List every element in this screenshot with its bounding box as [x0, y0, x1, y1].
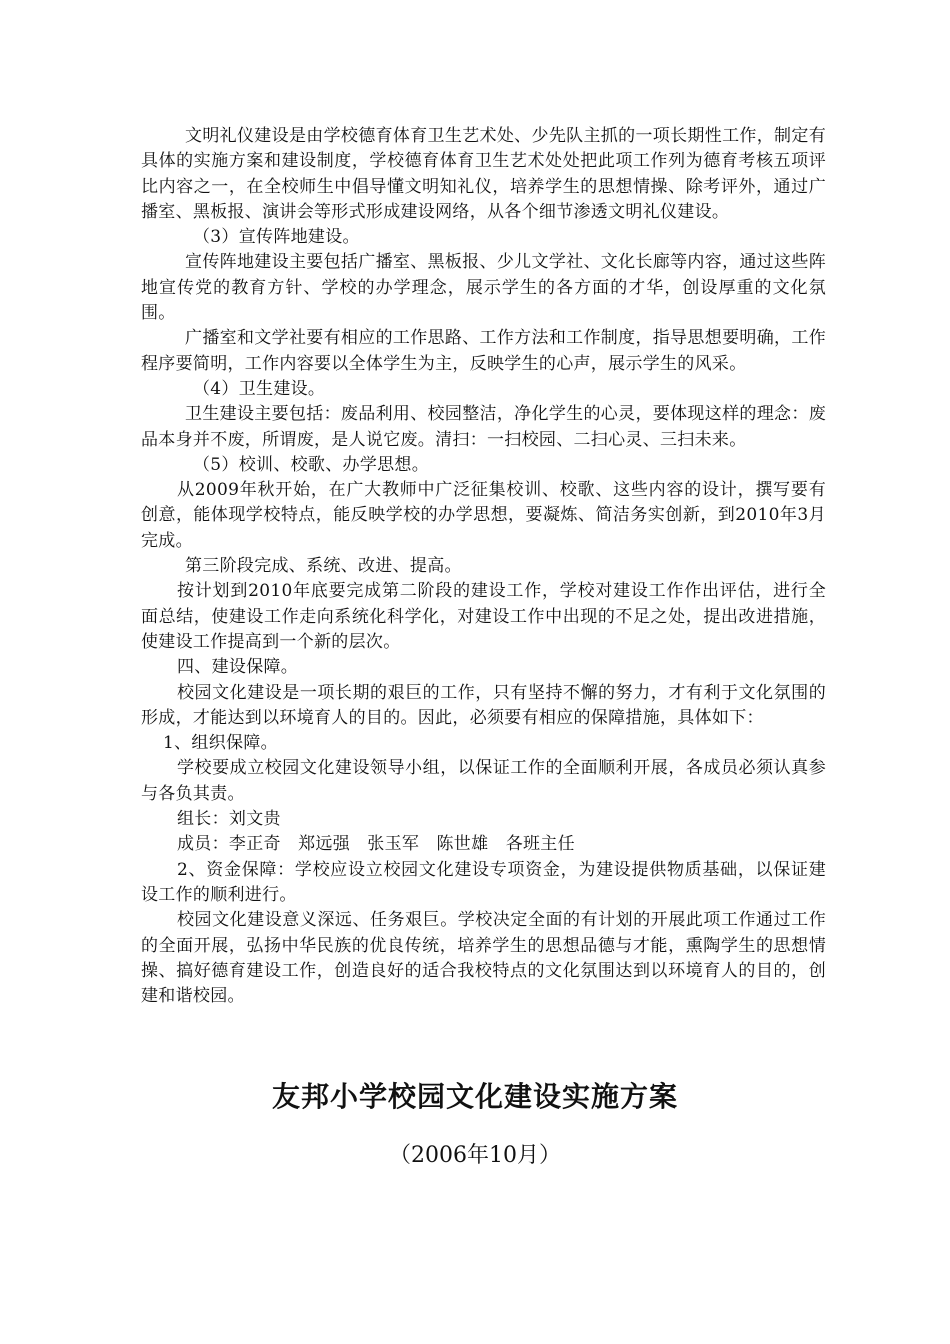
paragraph-funding: 2、资金保障：学校应设立校园文化建设专项资金，为建设提供物质基础，以保证建设工作的顺利进行。 [141, 859, 826, 905]
heading-stage-three: 第三阶段完成、系统、改进、提高。 [185, 556, 462, 577]
document-title: 友邦小学校园文化建设实施方案 [271, 1080, 678, 1113]
paragraph-guarantee: 校园文化建设是一项长期的艰巨的工作，只有坚持不懈的努力，才有利于文化氛围的形成，才能达到以环境育人的目的。因此，必须要有相应的保障措施，具体如下： [141, 682, 826, 728]
heading-guarantee: 四、建设保障。 [177, 657, 299, 678]
paragraph-broadcast: 广播室和文学社要有相应的工作思路、工作方法和工作制度，指导思想要明确，工作程序要简明，工作内容要以全体学生为主，反映学生的心声，展示学生的风采。 [141, 328, 826, 374]
document-date: （2006年10月） [389, 1143, 561, 1168]
paragraph-motto: 从2009年秋开始，在广大教师中广泛征集校训、校歌、这些内容的设计，撰写要有创意，能体现学校特点，能反映学校的办学思想，要凝炼、简洁务实创新，到2010年3月完成。 [141, 480, 826, 551]
paragraph-hygiene: 卫生建设主要包括：废品利用、校园整洁，净化学生的心灵，要体现这样的理念：废品本身并不废，所谓废，是人说它废。清扫：一扫校园、二扫心灵、三扫未来。 [141, 404, 826, 450]
paragraph-etiquette: 文明礼仪建设是由学校德育体育卫生艺术处、少先队主抓的一项长期性工作，制定有具体的实施方案和建设制度，学校德育体育卫生艺术处处把此项工作列为德育考核五项评比内容之一，在全校师生中倡导懂文明知礼仪，培养学生的思想情操、除考评外，通过广播室、黑板报、演讲会等形式形成建设网络，从各个细节渗透文明礼仪建设。 [141, 126, 826, 222]
document-body [141, 124, 826, 1009]
heading-publicity: （3）宣传阵地建设。 [193, 227, 360, 248]
paragraph-conclusion: 校园文化建设意义深远、任务艰巨。学校决定全面的有计划的开展此项工作通过工作的全面开展，弘扬中华民族的优良传统，培养学生的思想品德与才能，熏陶学生的思想情操、搞好德育建设工作，创造良好的适合我校特点的文化氛围达到以环境育人的目的，创建和谐校园。 [141, 910, 826, 1007]
heading-hygiene: （4）卫生建设。 [193, 378, 326, 399]
paragraph-stage-three: 按计划到2010年底要完成第二阶段的建设工作，学校对建设工作作出评估，进行全面总结，使建设工作走向系统化科学化，对建设工作中出现的不足之处，提出改进措施，使建设工作提高到一个新的层次。 [141, 581, 826, 652]
group-leader: 组长：刘文贵 [177, 809, 281, 830]
paragraph-publicity: 宣传阵地建设主要包括广播室、黑板报、少儿文学社、文化长廊等内容，通过这些阵地宣传党的教育方针、学校的办学理念，展示学生的各方面的才华，创设厚重的文化氛围。 [141, 252, 826, 324]
heading-motto: （5）校训、校歌、办学思想。 [193, 454, 430, 475]
group-members: 成员：李正奇 郑远强 张玉军 陈世雄 各班主任 [177, 834, 575, 855]
paragraph-organization: 学校要成立校园文化建设领导小组，以保证工作的全面顺利开展，各成员必须认真参与各负其责。 [141, 758, 826, 804]
heading-organization: 1、组织保障。 [163, 733, 278, 754]
